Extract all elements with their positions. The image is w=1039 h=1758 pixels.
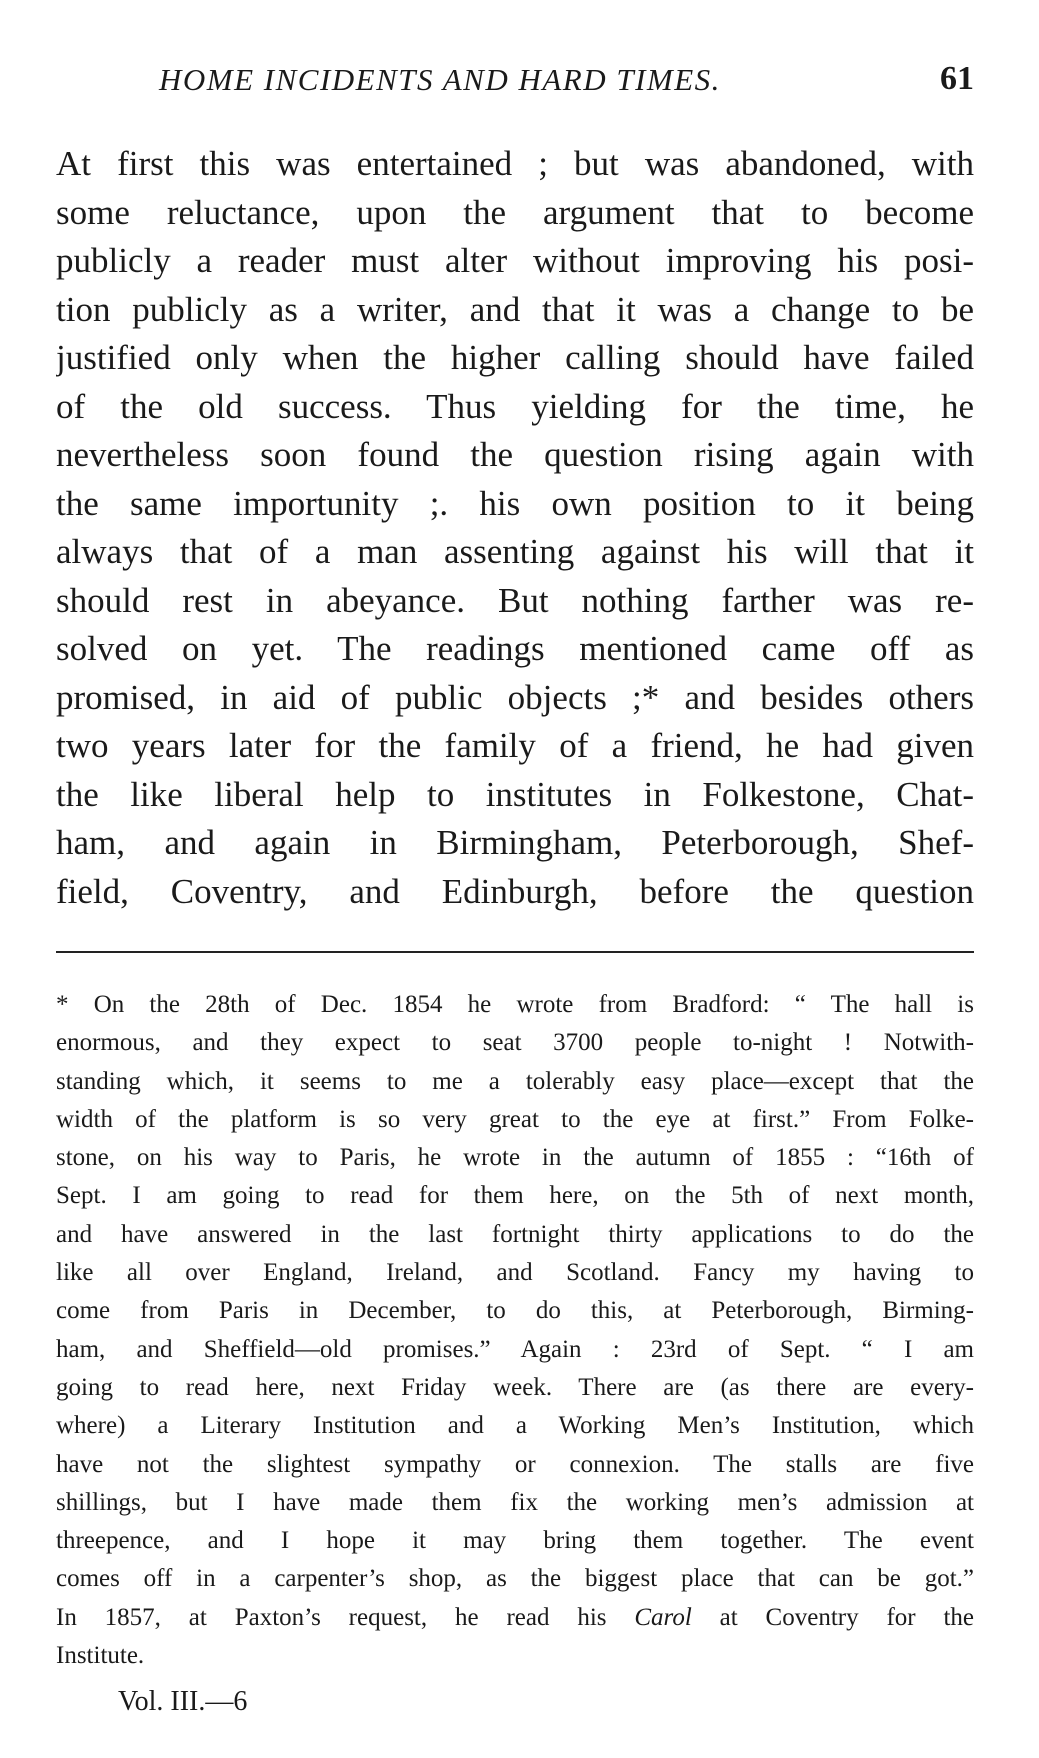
footnote-line: comes off in a carpenter’s shop, as the biggest place that can be got.”	[56, 1565, 974, 1593]
body-line: the like liberal help to institutes in Folkestone, Chat-	[56, 774, 974, 814]
footnote-line: stone, on his way to Paris, he wrote in the autumn of 1855 : “16th of	[56, 1144, 974, 1172]
footnote-line: standing which, it seems to me a tolerably easy place—except that the	[56, 1067, 974, 1095]
footnote-line: come from Paris in December, to do this, at Peterborough, Birming-	[56, 1297, 974, 1325]
footnote-line: Sept. I am going to read for them here, on the 5th of next month,	[56, 1182, 974, 1210]
running-head	[56, 62, 974, 102]
body-line: publicly a reader must alter without improving his posi-	[56, 241, 974, 280]
running-title: HOME INCIDENTS AND HARD TIMES.	[159, 62, 721, 97]
signature-mark: Vol. III.—6	[118, 1686, 248, 1717]
footnote-line: have not the slightest sympathy or connexion. The stalls are five	[56, 1450, 974, 1478]
footnote-text: at Coventry for the	[691, 1603, 974, 1631]
page-number: 61	[940, 60, 974, 97]
footnote-line: threepence, and I hope it may bring them together. The event	[56, 1527, 974, 1555]
footnote-text: In 1857, at Paxton’s request, he read his	[56, 1603, 635, 1631]
body-line: two years later for the family of a friend, he had given	[56, 726, 974, 765]
body-line: some reluctance, upon the argument that to become	[56, 192, 974, 232]
body-line: field, Coventry, and Edinburgh, before the question	[56, 871, 974, 911]
footnote-line: width of the platform is so very great to the eye at first.” From Folke-	[56, 1105, 974, 1133]
body-line: tion publicly as a writer, and that it was a change to be	[56, 289, 974, 329]
footnote-line: going to read here, next Friday week. There are (as there are every-	[56, 1373, 974, 1401]
footnote-line: shillings, but I have made them fix the working men’s admission at	[56, 1488, 974, 1516]
footnote-line	[56, 1599, 974, 1637]
footnote-line: ham, and Sheffield—old promises.” Again : 23rd of Sept. “ I am	[56, 1335, 974, 1363]
footnote-line: like all over England, Ireland, and Scotland. Fancy my having to	[56, 1259, 974, 1287]
book-title-carol: Carol	[634, 1603, 692, 1631]
footnote-line: and have answered in the last fortnight thirty applications to do the	[56, 1220, 974, 1248]
body-line: solved on yet. The readings mentioned came off as	[56, 629, 974, 668]
footnote-line: where) a Literary Institution and a Working Men’s Institution, which	[56, 1412, 974, 1440]
footnote-line: Institute.	[56, 1642, 145, 1670]
body-line: should rest in abeyance. But nothing farther was re-	[56, 580, 974, 620]
body-line: the same importunity ;. his own position to it being	[56, 483, 974, 523]
footnote	[56, 986, 974, 1675]
footnote-line: * On the 28th of Dec. 1854 he wrote from Bradford: “ The hall is	[56, 991, 974, 1018]
body-line: At first this was entertained ; but was abandoned, with	[56, 144, 974, 183]
body-line: always that of a man assenting against his will that it	[56, 532, 974, 571]
footnote-divider	[56, 951, 974, 953]
body-line: promised, in aid of public objects ;* and besides others	[56, 677, 974, 717]
body-paragraph	[56, 140, 974, 916]
body-line: of the old success. Thus yielding for the time, he	[56, 386, 974, 426]
body-line: nevertheless soon found the question rising again with	[56, 435, 974, 474]
body-line: ham, and again in Birmingham, Peterborough, Shef-	[56, 823, 974, 862]
footnote-line: enormous, and they expect to seat 3700 people to-night ! Notwith-	[56, 1029, 974, 1057]
body-line: justified only when the higher calling should have failed	[56, 338, 974, 377]
